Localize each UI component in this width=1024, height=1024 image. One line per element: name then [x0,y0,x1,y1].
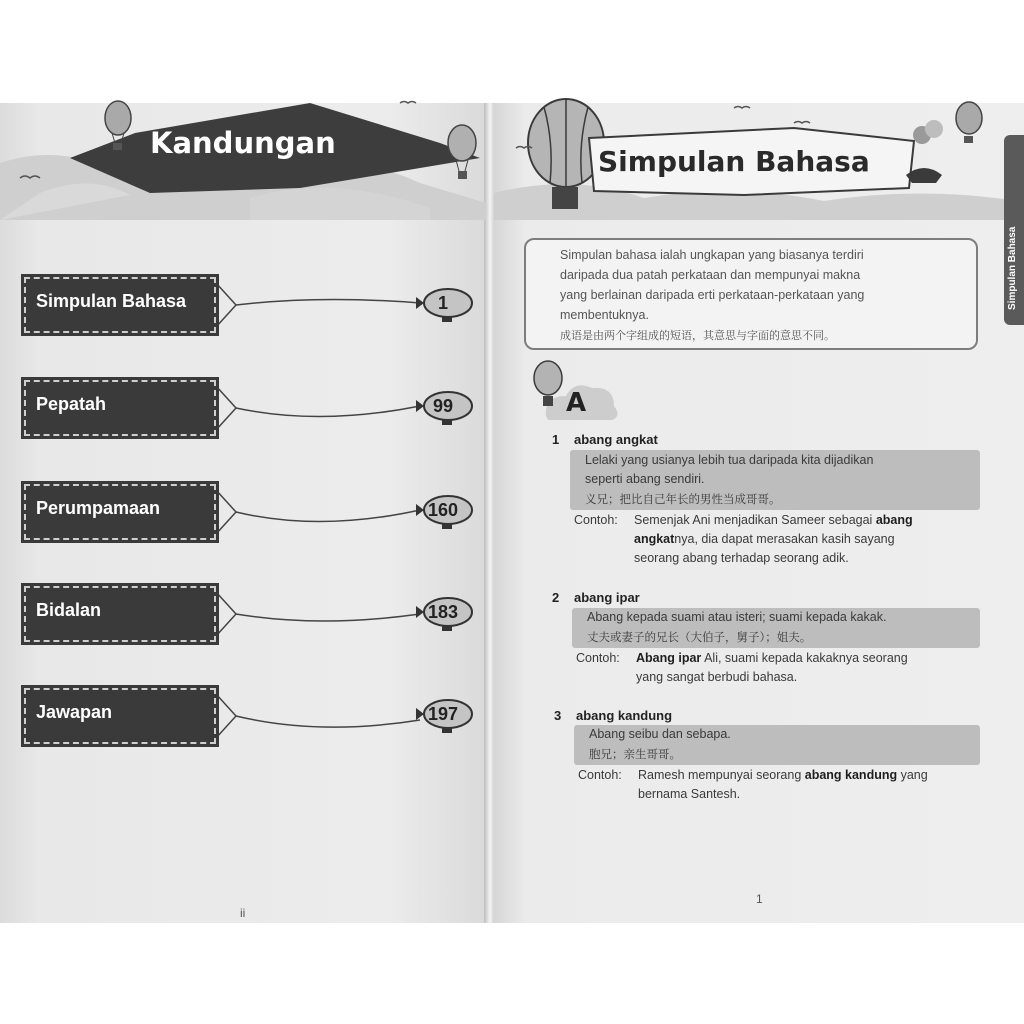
section-letter: A [566,388,587,418]
contoh-label: Contoh: [574,513,618,527]
entry-term: abang ipar [574,590,640,605]
entry-number: 1 [552,432,560,447]
contoh-line: Ramesh mempunyai seorang abang kandung yang [638,768,928,782]
toc-flag [24,484,216,540]
toc-item-bidalan[interactable] [0,586,470,650]
section-side-tab[interactable] [1004,135,1024,325]
entry-term: abang kandung [576,708,673,723]
toc-label: Bidalan [36,600,102,620]
entry-number: 3 [554,708,562,723]
left-page-number: ii [240,906,246,920]
toc-item-simpulan-bahasa[interactable] [0,277,470,341]
definition-line: yang berlainan daripada erti perkataan-perkataan yang [560,288,865,302]
toc-page-number: 183 [427,602,459,622]
entry-term: abang angkat [574,432,658,447]
contoh-line: Semenjak Ani menjadikan Sameer sebagai abang [634,513,913,527]
toc-label: Simpulan Bahasa [36,291,187,311]
contoh-line: Abang ipar Ali, suami kepada kakaknya seorang [636,651,908,665]
toc-flag [24,688,216,744]
right-header-illustration [0,0,1024,220]
definition-line: Simpulan bahasa ialah ungkapan yang biasanya terdiri [560,248,864,262]
definition-box [524,238,978,350]
definition-line: membentuknya. [560,308,649,322]
contoh-line: angkatnya, dia dapat merasakan kasih sayang [634,532,895,546]
toc-page-number: 197 [427,704,459,724]
contoh-line: seorang abang terhadap seorang adik. [634,551,849,565]
toc-flag [24,586,216,642]
toc-item-jawapan[interactable] [0,688,470,752]
page-title-kandungan: Kandungan [150,126,336,160]
meaning-chinese: 丈夫或妻子的兄长（大伯子，舅子）；姐夫。 [587,630,812,644]
toc-label: Pepatah [36,394,107,414]
toc-page-number: 1 [437,293,448,313]
toc-flag [24,380,216,436]
toc-page-number: 99 [432,396,454,416]
entry-number: 2 [552,590,560,605]
definition-line: daripada dua patah perkataan dan mempunyai makna [560,268,861,282]
meaning-line: seperti abang sendiri. [585,472,705,486]
contoh-label: Contoh: [578,768,622,782]
toc-item-pepatah[interactable] [0,380,470,444]
toc-item-perumpamaan[interactable] [0,484,470,548]
meaning-chinese: 胞兄；亲生哥哥。 [589,747,681,761]
definition-chinese: 成语是由两个字组成的短语，其意思与字面的意思不同。 [560,329,835,342]
contoh-line: yang sangat berbudi bahasa. [636,670,798,684]
right-page-number: 1 [756,892,763,906]
page-title-simpulan-bahasa: Simpulan Bahasa [598,145,870,178]
meaning-line: Abang kepada suami atau isteri; suami kepada kakak. [587,610,887,624]
meaning-line: Lelaki yang usianya lebih tua daripada kita dijadikan [585,453,874,467]
meaning-line: Abang seibu dan sebapa. [589,727,731,741]
meaning-chinese: 义兄；把比自己年长的男性当成哥哥。 [585,492,781,506]
toc-flag [24,277,216,333]
contoh-label: Contoh: [576,651,620,665]
toc-page-number: 160 [427,500,459,520]
toc-label: Jawapan [36,702,113,722]
side-tab-label: Simpulan Bahasa [1007,226,1018,310]
toc-label: Perumpamaan [36,498,161,518]
contoh-line: bernama Santesh. [638,787,741,801]
